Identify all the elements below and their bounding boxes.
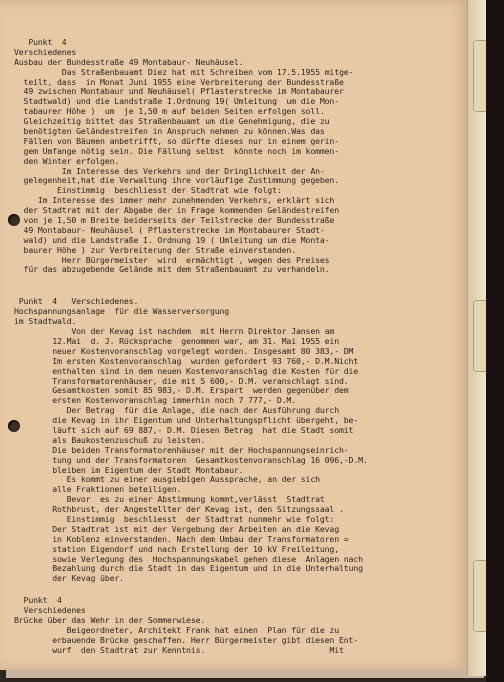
text-line: Einstimmig beschliesst der Stadtrat wie folgt: (14, 185, 282, 196)
text-line: Brücke über das Wehr in der Sommerwiese. (14, 614, 206, 625)
text-line: als Baukostenzuschuß zu leisten. (14, 434, 206, 445)
text-line: Das Straßenbauamt Diez hat mit Schreiben vom 17.5.1955 mitge- (14, 66, 354, 77)
text-line: Beigeordneter, Architekt Frank hat einen Plan für die zu (14, 624, 339, 635)
text-line: Einstimmig beschliesst der Stadtrat nunmehr wie folgt: (14, 513, 335, 524)
text-line: Die beiden Transformatorenhäuser mit der Hochspannungseinrich- (14, 444, 349, 455)
text-line: 49 Montabaur- Neuhäusel ( Pflasterstrecke im Montabaurer Stadt- (14, 224, 325, 235)
text-line: gem Umfange nötig sein. Die Fällung selbst könnte noch im kommen- (14, 145, 339, 156)
text-line: tabaurer Höhe ) um je 1,50 m auf beiden Seiten erfolgen soll. (14, 106, 325, 117)
text-line: Hochspannungsanlage für die Wasserversorgung (14, 306, 230, 317)
text-line: Fällen von Bäumen anbetrifft, so dürfte dieses nur in einem gerin- (14, 135, 339, 146)
text-line: der Kevag über. (14, 573, 124, 584)
text-line: Gleichzeitig bittet das Straßenbauamt um die Genehmigung, die zu (14, 116, 330, 127)
text-line: Stadtwald) und die Landstraße I.Ordnung 19( Umleitung um die Mon- (14, 96, 339, 107)
text-line: der Stadtrat mit der Abgabe der in Frage kommenden Geländestreifen (14, 205, 339, 216)
text-line: die Kevag in ihr Eigentum und Unterhaltungspflicht übergeht, be- (14, 415, 359, 426)
text-line: Der Stadtrat ist mit der Vergebung der Arbeiten an die Kevag (14, 523, 339, 534)
text-line: Im Interesse des Verkehrs und der Dringlichkeit der An- (14, 165, 325, 176)
text-line: baurer Höhe ) zur Verbreiterung der Straße einverstanden. (14, 244, 296, 255)
text-line: benötigten Geländestreifen in Anspruch nehmen zu können.Was das (14, 126, 325, 137)
text-line: Punkt 4 Verschiedenes. (14, 296, 139, 307)
text-line: Verschiedenes (14, 605, 86, 616)
text-line: Transformatorenhäuser, die mit 5 600,- D.M. veranschlagt sind. (14, 375, 349, 386)
text-line: 49 zwischen Montabaur und Neuhäusel( Pflasterstrecke im Montabaurer (14, 86, 344, 97)
section-hochspannungsanlage (14, 297, 444, 584)
text-line: Bezahlung durch die Stadt in das Eigentum und in die Unterhaltung (14, 563, 363, 574)
text-line: den Winter erfolgen. (14, 155, 120, 166)
text-line: Bevor es zu einer Abstimmung kommt,verlässt Stadtrat (14, 494, 325, 505)
text-line: 12.Mai d. J. Rücksprache genommen war, am 31. Mai 1955 ein (14, 335, 339, 346)
dark-edge (486, 0, 504, 682)
text-line: läuft sich auf 69 887,- D.M. Diesen Betrag hat die Stadt somit (14, 424, 354, 435)
text-line: Von der Kevag ist nachdem mit Herrn Direktor Jansen am (14, 326, 335, 337)
text-line: gelegenheit,hat die Verwaltung ihre vorläufige Zustimmung gegeben. (14, 175, 339, 186)
text-line: erbauende Brücke geschaffen. Herr Bürgermeister gibt diesen Ent- (14, 634, 359, 645)
text-line: Punkt 4 (14, 37, 67, 47)
text-line: wald) und die Landstraße I. Ordnung 19 ( Umleitung um die Monta- (14, 234, 330, 245)
page-text (14, 38, 444, 656)
text-line: alle Fraktionen beteiligen. (14, 484, 182, 495)
text-line: enthalten sind in dem neuen Kostenvoranschlag die Kosten für die (14, 365, 359, 376)
section-bundesstrasse (14, 38, 444, 275)
text-line: wurf den Stadtrat zur Kenntnis. Mit (14, 644, 344, 655)
text-line: von je 1,50 m Breite beiderseits der Teilstrecke der Bundesstraße (14, 215, 335, 226)
text-line: bleiben im Eigentum der Stadt Montabaur. (14, 464, 244, 475)
text-line: in Koblenz einverstanden. Nach dem Umbau der Transformatoren = (14, 533, 349, 544)
text-line: im Stadtwald. (14, 316, 77, 327)
text-line: Gesamtkosten somit 85 983,- D.M. Erspart werden gegenüber dem (14, 385, 349, 396)
section-bruecke (14, 596, 444, 655)
text-line: Punkt 4 (14, 595, 62, 606)
text-line: tung und der Transformatoren Gesamtkostenvoranschlag 16 096,-D.M. (14, 454, 368, 465)
text-line: sowie Verlegung des Hochspannungskabel gehen diese Anlagen nach (14, 553, 363, 564)
text-line: station Eigendorf und nach Erstellung der 10 kV Freileitung, (14, 543, 339, 554)
text-line: Im Interesse des immer mehr zunehmenden Verkehrs, erklärt sich (14, 195, 335, 206)
text-line: teilt, dass in Monat Juni 1955 eine Verbreiterung der Bundesstraße (14, 76, 344, 87)
text-line: Rothbrust, der Angestellter der Kevag ist, den Sitzungssaal . (14, 504, 344, 515)
text-line: Herr Bürgermeister wird ermächtigt , wegen des Preises (14, 254, 330, 265)
text-line: Ausbau der Bundesstraße 49 Montabaur- Neuhäusel. (14, 56, 244, 67)
text-line: Der Betrag für die Anlage, die nach der Ausführung durch (14, 405, 339, 416)
text-line: Im ersten Kostenvoranschlag wurden gefordert 93 760,- D.M.Nicht (14, 355, 359, 366)
text-line: für das abzugebende Gelände mit dem Straßenbauamt zu verhandeln. (14, 264, 330, 275)
text-line: neuer Kostenvoranschlag vorgelegt worden. Insgesamt 80 383,- DM (14, 345, 354, 356)
text-line: ersten Kostenvoranschlag immerhin noch 7 777,- D.M. (14, 395, 296, 406)
text-line: Es kommt zu einer ausgiebigen Aussprache, an der sich (14, 474, 320, 485)
text-line: Verschiedenes (14, 46, 77, 57)
